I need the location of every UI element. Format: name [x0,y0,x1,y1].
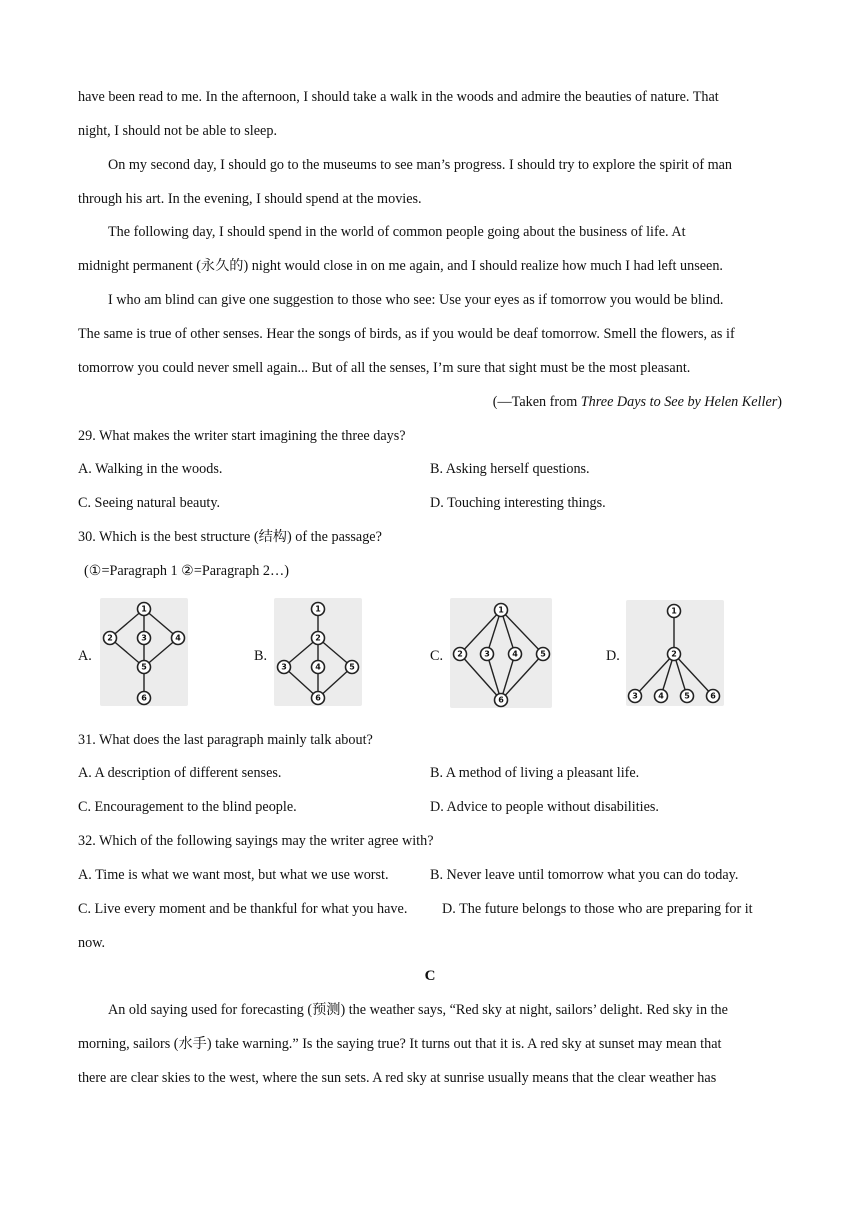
question-29-stem: 29. What makes the writer start imagining the three days? [78,428,406,444]
svg-text:3: 3 [281,662,287,672]
question-30-stem: 30. Which is the best structure (结构) of the passage? [78,529,382,545]
q29-option-a[interactable]: A. Walking in the woods. [78,461,223,477]
node-6 [138,692,151,705]
q31-option-c[interactable]: C. Encouragement to the blind people. [78,799,297,815]
node-4 [312,661,325,674]
node-3 [481,648,494,661]
q30-diagram-b[interactable] [270,596,366,708]
svg-text:6: 6 [498,695,504,705]
svg-text:1: 1 [671,606,677,616]
source-prefix: (—Taken from [492,394,581,410]
node-5 [346,661,359,674]
passage-line: there are clear skies to the west, where the sun sets. A red sky at sunrise usually means that the clear weather has [78,1070,717,1086]
q29-option-d[interactable]: D. Touching interesting things. [430,495,606,511]
q32-option-c[interactable]: C. Live every moment and be thankful for what you have. [78,901,408,917]
node-6 [707,690,720,703]
svg-text:4: 4 [315,662,321,672]
svg-text:2: 2 [107,633,113,643]
node-6 [312,692,325,705]
question-31-stem: 31. What does the last paragraph mainly talk about? [78,732,373,748]
svg-text:4: 4 [175,633,181,643]
q30-diagram-c[interactable] [448,596,554,710]
svg-text:2: 2 [315,633,321,643]
q32-option-b[interactable]: B. Never leave until tomorrow what you can do today. [430,867,739,883]
svg-text:3: 3 [141,633,147,643]
node-1 [312,603,325,616]
svg-text:2: 2 [457,649,463,659]
node-3 [138,632,151,645]
node-5 [681,690,694,703]
node-4 [655,690,668,703]
section-heading: C [424,968,436,984]
svg-text:5: 5 [141,662,147,672]
q31-option-a[interactable]: A. A description of different senses. [78,765,282,781]
svg-text:1: 1 [315,604,321,614]
passage-line: The same is true of other senses. Hear the songs of birds, as if you would be deaf tomorrow. Smell the flowers, as if [78,326,735,342]
node-5 [138,661,151,674]
q32-option-d[interactable]: D. The future belongs to those who are preparing for it [442,901,753,917]
svg-text:5: 5 [684,691,690,701]
svg-text:4: 4 [658,691,664,701]
q29-option-c[interactable]: C. Seeing natural beauty. [78,495,221,511]
q31-option-b[interactable]: B. A method of living a pleasant life. [430,765,640,781]
node-5 [537,648,550,661]
node-3 [278,661,291,674]
svg-text:3: 3 [484,649,490,659]
svg-text:5: 5 [540,649,546,659]
node-4 [509,648,522,661]
node-4 [172,632,185,645]
q30-option-a-label[interactable]: A. [78,648,92,664]
passage-line: have been read to me. In the afternoon, I should take a walk in the woods and admire the beauties of nature. That [78,89,719,105]
passage-line: On my second day, I should go to the museums to see man’s progress. I should try to explore the spirit of man [108,157,733,173]
passage-line: tomorrow you could never smell again... But of all the senses, I’m sure that sight must be the most pleasant. [78,360,691,376]
passage-line: The following day, I should spend in the world of common people going about the business of life. At [108,224,686,240]
question-30-note: (①=Paragraph 1 ②=Paragraph 2…) [84,563,289,579]
node-2 [454,648,467,661]
node-1 [668,605,681,618]
source-citation [493,393,782,411]
svg-text:6: 6 [710,691,716,701]
source-suffix: ) [777,394,782,410]
svg-text:1: 1 [498,605,504,615]
q30-diagram-a[interactable] [96,596,192,708]
svg-text:5: 5 [349,662,355,672]
node-2 [668,648,681,661]
passage-line: through his art. In the evening, I should spend at the movies. [78,191,422,207]
node-1 [495,604,508,617]
question-32-stem: 32. Which of the following sayings may the writer agree with? [78,833,434,849]
node-2 [104,632,117,645]
svg-text:2: 2 [671,649,677,659]
q31-option-d[interactable]: D. Advice to people without disabilities. [430,799,659,815]
node-2 [312,632,325,645]
node-1 [138,603,151,616]
q32-option-d-continued[interactable]: now. [78,935,106,951]
passage-line: An old saying used for forecasting (预测) the weather says, “Red sky at night, sailors’ delight. Red sky in the [108,1002,728,1018]
q30-option-b-label[interactable]: B. [254,648,268,664]
node-6 [495,694,508,707]
svg-text:6: 6 [141,693,147,703]
passage-line: night, I should not be able to sleep. [78,123,277,139]
node-3 [629,690,642,703]
source-title: Three Days to See by Helen Keller [580,394,778,410]
q32-option-a[interactable]: A. Time is what we want most, but what we use worst. [78,867,389,883]
passage-line: morning, sailors (水手) take warning.” Is the saying true? It turns out that it is. A red sky at sunset may mean that [78,1036,722,1052]
svg-text:6: 6 [315,693,321,703]
svg-text:3: 3 [632,691,638,701]
q29-option-b[interactable]: B. Asking herself questions. [430,461,590,477]
svg-text:1: 1 [141,604,147,614]
passage-line: midnight permanent (永久的) night would close in on me again, and I should realize how much I had left unseen. [78,258,723,274]
q30-option-d-label[interactable]: D. [606,648,620,664]
passage-line: I who am blind can give one suggestion to those who see: Use your eyes as if tomorrow you would be blind. [108,292,724,308]
q30-diagram-d[interactable] [624,598,726,708]
q30-option-c-label[interactable]: C. [430,648,444,664]
svg-text:4: 4 [512,649,518,659]
